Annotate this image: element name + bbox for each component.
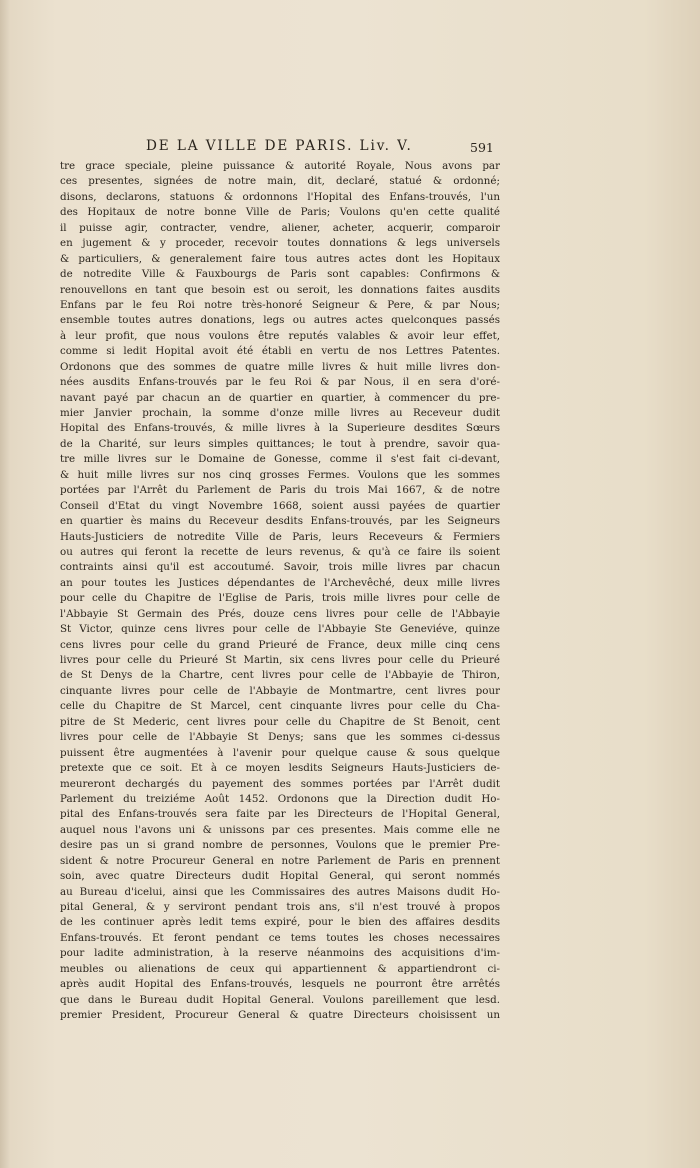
text-line: Hauts-Justiciers de notredite Ville de Paris, leurs Receveurs & Fermiers (60, 530, 500, 543)
text-line: pital des Enfans-trouvés sera faite par les Directeurs de l'Hopital General, (60, 808, 500, 821)
text-line: soin, avec quatre Directeurs dudit Hopital General, qui seront nommés (60, 870, 500, 883)
text-line: des Hopitaux de notre bonne Ville de Paris; Voulons qu'en cette qualité (60, 206, 500, 219)
page-fold-shadow (0, 0, 10, 1168)
page-number: 591 (470, 140, 494, 155)
text-line: St Victor, quinze cens livres pour celle de l'Abbayie Ste Geneviéve, quinze (60, 623, 500, 636)
text-line: celle du Chapitre de St Marcel, cent cinquante livres pour celle du Cha- (60, 700, 500, 713)
text-line: de notredite Ville & Fauxbourgs de Paris sont capables: Confirmons & (60, 268, 500, 281)
text-line: ensemble toutes autres donations, legs ou autres actes quelconques passés (60, 314, 500, 327)
text-line: renouvellons en tant que besoin est ou seroit, les donnations faites ausdits (60, 283, 500, 296)
text-line: contraints ainsi qu'il est accoutumé. Savoir, trois mille livres par chacun (60, 561, 500, 574)
text-line: Hopital des Enfans-trouvés, & mille livres à la Superieure desdites Sœurs (60, 422, 500, 435)
text-line: meubles ou alienations de ceux qui appartiennent & appartiendront ci- (60, 962, 500, 975)
text-line: l'Abbayie St Germain des Prés, douze cens livres pour celle de l'Abbayie (60, 607, 500, 620)
text-line: tre grace speciale, pleine puissance & autorité Royale, Nous avons par (60, 160, 500, 172)
text-line: disons, declarons, statuons & ordonnons l'Hopital des Enfans-trouvés, l'un (60, 190, 500, 203)
text-line: comme si ledit Hopital avoit été établi en vertu de nos Lettres Patentes. (60, 345, 500, 358)
text-line: sident & notre Procureur General en notre Parlement de Paris en prennent (60, 854, 500, 867)
text-line: pour celle du Chapitre de l'Eglise de Paris, trois mille livres pour celle de (60, 592, 500, 605)
text-line: au Bureau d'icelui, ainsi que les Commissaires des autres Maisons dudit Ho- (60, 885, 500, 898)
text-line: premier President, Procureur General & quatre Directeurs choisissent un (60, 1009, 500, 1022)
text-line: Ordonons que des sommes de quatre mille livres & huit mille livres don- (60, 360, 500, 373)
text-line: en quartier ès mains du Receveur desdits Enfans-trouvés, par les Seigneurs (60, 515, 500, 528)
text-line: en jugement & y proceder, recevoir toutes donnations & legs universels (60, 237, 500, 250)
body-text-block (60, 159, 500, 1024)
text-line: de les continuer après ledit tems expiré, pour le bien des affaires desdits (60, 916, 500, 929)
text-line: pour ladite administration, à la reserve néanmoins des acquisitions d'im- (60, 947, 500, 960)
text-line: Parlement du treiziéme Août 1452. Ordonons que la Direction dudit Ho- (60, 792, 500, 805)
text-line: Enfans-trouvés. Et feront pendant ce tems toutes les choses necessaires (60, 931, 500, 944)
text-line: tre mille livres sur le Domaine de Gonesse, comme il s'est fait ci-devant, (60, 453, 500, 466)
text-line: nées ausdits Enfans-trouvés par le feu Roi & par Nous, il en sera d'oré- (60, 376, 500, 389)
text-line: pitre de St Mederic, cent livres pour celle du Chapitre de St Benoit, cent (60, 715, 500, 728)
text-line: auquel nous l'avons uni & unissons par ces presentes. Mais comme elle ne (60, 823, 500, 836)
text-line: mier Janvier prochain, la somme d'onze mille livres au Receveur dudit (60, 407, 500, 419)
text-line: puissent être augmentées à l'avenir pour quelque cause & sous quelque (60, 746, 500, 759)
text-line: à leur profit, que nous voulons être reputés valables & avoir leur effet, (60, 329, 500, 342)
text-line: livres pour celle de l'Abbayie St Denys; sans que les sommes ci-dessus (60, 731, 500, 744)
text-line: desire pas un si grand nombre de personnes, Voulons que le premier Pre- (60, 839, 500, 852)
text-line: cens livres pour celle du grand Prieuré de France, deux mille cinq cens (60, 638, 500, 651)
text-line: ou autres qui feront la recette de leurs revenus, & qu'à ce faire ils soient (60, 545, 500, 558)
text-line: il puisse agir, contracter, vendre, aliener, acheter, acquerir, comparoir (60, 221, 500, 234)
text-line: & particuliers, & generalement faire tous autres actes dont les Hopitaux (60, 252, 500, 265)
text-line: après audit Hopital des Enfans-trouvés, lesquels ne pourront être arrêtés (60, 978, 500, 991)
text-line: & huit mille livres sur nos cinq grosses Fermes. Voulons que les sommes (60, 468, 500, 481)
text-line: ces presentes, signées de notre main, dit, declaré, statué & ordonné; (60, 175, 500, 188)
text-line: Conseil d'Etat du vingt Novembre 1668, soient aussi payées de quartier (60, 499, 500, 512)
text-line: pretexte que ce soit. Et à ce moyen lesdits Seigneurs Hauts-Justiciers de- (60, 762, 500, 775)
text-line: pital General, & y serviront pendant trois ans, s'il n'est trouvé à propos (60, 901, 500, 913)
text-line: meureront dechargés du payement des sommes portées par l'Arrêt dudit (60, 777, 500, 790)
text-line: portées par l'Arrêt du Parlement de Paris du trois Mai 1667, & de notre (60, 484, 500, 497)
text-line: navant payé par chacun an de quartier en quartier, à commencer du pre- (60, 391, 500, 404)
text-line: de St Denys de la Chartre, cent livres pour celle de l'Abbayie de Thiron, (60, 669, 500, 682)
text-line: de la Charité, sur leurs simples quittances; le tout à prendre, savoir qua- (60, 437, 500, 450)
text-line: an pour toutes les Justices dépendantes de l'Archevêché, deux mille livres (60, 576, 500, 589)
running-title: DE LA VILLE DE PARIS. Liv. V. (146, 138, 413, 154)
text-line: cinquante livres pour celle de l'Abbayie de Montmartre, cent livres pour (60, 684, 500, 697)
text-line: que dans le Bureau dudit Hopital General. Voulons pareillement que lesd. (60, 993, 500, 1006)
text-line: livres pour celle du Prieuré St Martin, six cens livres pour celle du Prieuré (60, 654, 500, 666)
text-line: Enfans par le feu Roi notre très-honoré Seigneur & Pere, & par Nous; (60, 298, 500, 311)
